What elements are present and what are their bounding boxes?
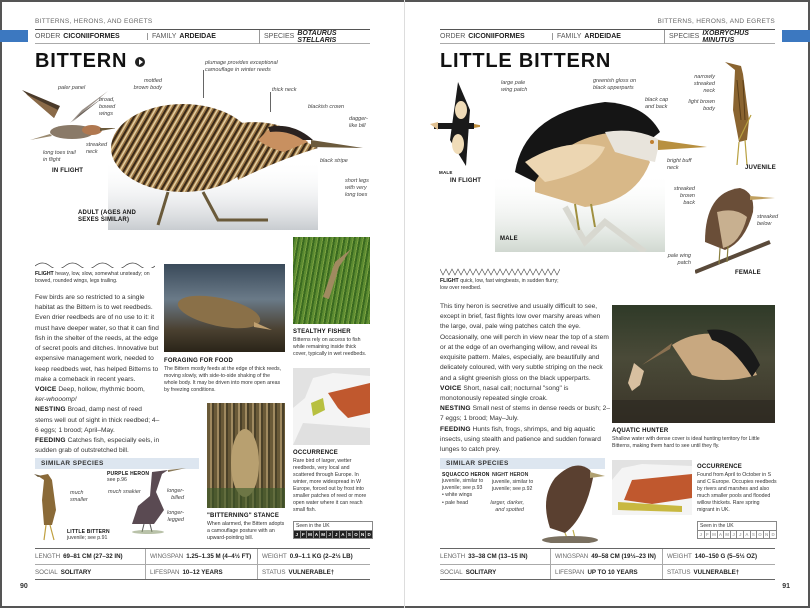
length-value: 69–81 CM (27–32 IN) xyxy=(63,553,123,560)
lifespan-label: LIFESPAN xyxy=(150,568,180,576)
seen-in-uk-calendar xyxy=(293,521,373,539)
label-streaked-neck: streaked neck xyxy=(86,142,108,155)
section-tab xyxy=(0,30,28,42)
species-title xyxy=(35,50,145,73)
stats-row xyxy=(440,564,775,579)
order-value: CICONIIFORMES xyxy=(468,33,525,40)
stats-row xyxy=(35,549,370,564)
label-streaked-brown-back: streaked brown back xyxy=(673,186,695,206)
label-large-pale: large pale wing patch xyxy=(501,80,528,93)
squacco-bullet-2: • pale head xyxy=(442,500,469,506)
month-jun: J xyxy=(327,531,334,538)
lifespan-value: 10–12 YEARS xyxy=(182,568,223,576)
nesting-text: Broad, damp nest of reed stems well out of sight in thick reedbed; 4–6 eggs; 1 brood; April–May. xyxy=(35,406,160,434)
voice-text: Deep, hollow, rhythmic boom, xyxy=(58,385,145,393)
seen-title: Seen in the UK xyxy=(697,521,777,531)
foraging-title: FORAGING FOR FOOD xyxy=(164,358,234,364)
species-description xyxy=(440,302,610,455)
label-black-stripe: black stripe xyxy=(320,158,348,164)
nesting-text: Small nest of stems in dense reeds or bush; 2–7 eggs; 1 brood; May–July. xyxy=(440,405,611,423)
label-larger-darker: larger, darker, and spotted xyxy=(490,500,524,513)
flight-description xyxy=(35,271,160,285)
month-jan: J xyxy=(294,531,301,538)
occurrence-text: Rare bird of larger, wetter reedbeds, very local and scattered through Europe. In winter, more widespread in W Europe, forced out by frost into smaller patches of reed or more open water where it can reach small fish. xyxy=(293,458,367,514)
label-dagger-bill: dagger-like bill xyxy=(349,116,368,129)
species-value: IXOBRYCHUS MINUTUS xyxy=(702,29,749,44)
weight-label: WEIGHT xyxy=(262,553,287,560)
flight-pattern-icon xyxy=(440,268,560,276)
month-sep: S xyxy=(751,531,758,538)
similar-species-heading: SIMILAR SPECIES xyxy=(440,458,605,469)
male-caption: MALE xyxy=(500,236,518,242)
lifespan-value: UP TO 10 YEARS xyxy=(587,568,638,576)
seen-in-uk-calendar xyxy=(697,521,777,539)
order-value: CICONIIFORMES xyxy=(63,33,120,40)
social-value: SOLITARY xyxy=(60,568,92,576)
family-label: FAMILY xyxy=(557,33,582,40)
stealthy-fisher-photo xyxy=(293,237,370,324)
month-mar: M xyxy=(308,532,312,537)
occurrence-text: Found from April to October in S and C Europe. Occupies reedbeds by rivers and marshes and also much smaller pools and flooded willow thickets. Rare spring migrant in UK. xyxy=(697,472,777,514)
stance-title: "BITTERNING" STANCE xyxy=(207,513,280,519)
stealthy-title: STEALTHY FISHER xyxy=(293,329,351,335)
squacco-bullet-1: • white wings xyxy=(442,492,473,498)
status-label: STATUS xyxy=(262,568,286,576)
occurrence-title: OCCURRENCE xyxy=(293,450,339,456)
month-jan: J xyxy=(698,531,705,538)
family-value: ARDEIDAE xyxy=(584,33,621,40)
label-much-snakier: much snakier xyxy=(108,489,141,495)
species-label: SPECIES xyxy=(264,33,295,40)
nesting-label: NESTING xyxy=(440,405,471,413)
label-much-smaller: much smaller xyxy=(70,490,88,503)
feeding-label: FEEDING xyxy=(440,425,471,433)
species-title xyxy=(440,50,611,73)
label-longer-billed: longer-billed xyxy=(166,488,184,501)
night-heron-text xyxy=(492,472,540,493)
in-flight-caption: IN FLIGHT xyxy=(52,168,84,174)
label-light-brown: light brown body xyxy=(688,99,715,112)
occurrence-title: OCCURRENCE xyxy=(697,464,743,470)
species-value: BOTAURUS STELLARIS xyxy=(297,29,337,44)
occurrence-map xyxy=(293,368,370,445)
stealthy-text: Bitterns rely on access to fish while remaining inside thick cover, typically in wet reedbeds. xyxy=(293,337,367,358)
flight-label: FLIGHT xyxy=(35,271,54,277)
wingspan-value: 49–58 CM (19½–23 IN) xyxy=(591,553,656,560)
wingspan-label: WINGSPAN xyxy=(150,553,184,560)
night-heron-juvenile-illustration xyxy=(535,458,605,543)
month-jun: J xyxy=(731,531,738,538)
label-long-toes: long toes trail in flight xyxy=(43,150,76,163)
label-short-legs: short legs with very long toes xyxy=(345,178,369,198)
wingspan-value: 1.25–1.35 M (4–4½ FT) xyxy=(186,553,252,560)
flight-text: quick, low, fast wingbeats, in sudden flurry; low over reedbed. xyxy=(440,278,559,292)
month-dec: D xyxy=(771,532,775,537)
male-small-caption: MALE xyxy=(439,170,453,175)
stats-row xyxy=(440,549,775,564)
label-paler-panel: paler panel xyxy=(58,85,86,91)
speaker-icon[interactable] xyxy=(135,57,145,67)
squacco-ref: juvenile, similar to juvenile; see p.93 xyxy=(442,478,484,492)
length-label: LENGTH xyxy=(440,553,466,560)
title-text: LITTLE BITTERN xyxy=(440,50,612,72)
weight-value: 0.9–1.1 KG (2–2½ LB) xyxy=(289,553,353,560)
little-bittern-flight-illustration xyxy=(430,80,480,170)
in-flight-caption: IN FLIGHT xyxy=(450,178,482,184)
purple-heron-ref: see p.96 xyxy=(107,477,127,483)
species-description xyxy=(35,293,160,457)
voice-call: ker-whooomp! xyxy=(35,396,77,404)
order-label: ORDER xyxy=(440,33,466,40)
taxonomy-bar xyxy=(440,29,775,44)
aquatic-text: Shallow water with dense cover is ideal hunting territory for Little Bitterns, making them hard to see until they fly. xyxy=(612,436,760,450)
running-head: BITTERNS, HERONS, AND EGRETS xyxy=(35,18,153,25)
taxonomy-bar xyxy=(35,29,370,44)
month-nov: N xyxy=(764,531,771,538)
label-narrowly-streaked: narrowly streaked neck xyxy=(693,74,715,94)
little-bittern-name: LITTLE BITTERN xyxy=(67,529,110,535)
night-heron-ref: juvenile, similar to juvenile; see p.92 xyxy=(492,479,534,493)
stats-row xyxy=(35,564,370,579)
length-label: LENGTH xyxy=(35,553,61,560)
month-aug: A xyxy=(340,531,347,538)
similar-species-heading: SIMILAR SPECIES xyxy=(35,458,199,469)
label-bright-buff: bright buff neck xyxy=(667,158,692,171)
month-nov: N xyxy=(360,531,367,538)
adult-caption: ADULT (AGES AND SEXES SIMILAR) xyxy=(78,210,136,224)
family-value: ARDEIDAE xyxy=(179,33,216,40)
section-tab xyxy=(782,30,810,42)
month-dec: D xyxy=(367,532,371,537)
page-number: 91 xyxy=(782,583,790,590)
feeding-text: Hunts fish, frogs, shrimps, and big aquatic insects, using stealth and patience and sudden forward lunges to catch prey. xyxy=(440,425,601,454)
month-aug: A xyxy=(744,531,751,538)
label-longer-legged: longer-legged xyxy=(166,510,184,523)
voice-text: Short, nasal call; nocturnal "song" is monotonously repeated single croak. xyxy=(440,384,569,402)
voice-label: VOICE xyxy=(35,385,57,393)
title-text: BITTERN xyxy=(35,50,128,72)
month-feb: F xyxy=(301,531,308,538)
running-head: BITTERNS, HERONS, AND EGRETS xyxy=(657,18,775,25)
stance-text: When alarmed, the Bittern adopts a camouflage posture with an upward-pointing bill. xyxy=(207,521,285,542)
nesting-label: NESTING xyxy=(35,406,66,414)
social-label: SOCIAL xyxy=(440,568,463,576)
status-value: VULNERABLE† xyxy=(288,568,335,576)
social-value: SOLITARY xyxy=(465,568,497,576)
juvenile-caption: JUVENILE xyxy=(745,165,776,171)
label-pale-wing-patch: pale wing patch xyxy=(667,253,691,266)
month-mar: M xyxy=(712,532,716,537)
flight-text: heavy, low, slow, somewhat unsteady; on bowed, rounded wings, legs trailing. xyxy=(35,271,150,285)
label-thick-neck: thick neck xyxy=(272,87,297,93)
lifespan-label: LIFESPAN xyxy=(555,568,585,576)
month-apr: A xyxy=(314,531,321,538)
weight-value: 140–150 G (5–5½ OZ) xyxy=(694,553,758,560)
label-broad-wings: broad, bowed wings xyxy=(99,97,116,117)
order-label: ORDER xyxy=(35,33,61,40)
status-value: VULNERABLE† xyxy=(693,568,740,576)
leader-line xyxy=(270,92,271,112)
page-right xyxy=(405,0,810,608)
leader-line xyxy=(203,70,204,98)
feeding-text: Catches fish, especially eels, in sudden grab of outstretched bill. xyxy=(35,437,160,455)
body-paragraph: Few birds are so restricted to a single habitat as the Bittern is to wet reedbeds. Even drier reedbeds are of no use to it: it must have deeper water, so that it can find fish in the shelter of the reeds, at the edge of secret pools and ditches. Innovative but expensive management work, needed to keep reedbeds wet, has helped Bitterns to make a comeback in recent years. xyxy=(35,294,159,383)
foraging-text: The Bittern mostly feeds at the edge of thick reeds, moving slowly, with side-to-side shaking of the whole body. It may be driven into more open areas by freezing conditions. xyxy=(164,366,282,394)
month-may: M xyxy=(321,532,325,537)
stats-table xyxy=(35,548,370,580)
family-label: FAMILY xyxy=(152,33,177,40)
label-mottled: mottled brown body xyxy=(133,78,162,91)
page-number: 90 xyxy=(20,583,28,590)
month-sep: S xyxy=(347,531,354,538)
flight-description xyxy=(440,278,565,292)
label-blackish-crown: blackish crown xyxy=(308,104,345,110)
feeding-label: FEEDING xyxy=(35,437,66,445)
status-label: STATUS xyxy=(667,568,691,576)
aquatic-title: AQUATIC HUNTER xyxy=(612,428,669,434)
bitterning-stance-photo xyxy=(207,403,285,508)
month-jul: J xyxy=(737,531,744,538)
label-black-cap: black cap and back xyxy=(645,97,669,110)
flight-pattern-icon xyxy=(35,260,155,268)
weight-label: WEIGHT xyxy=(667,553,692,560)
occurrence-map xyxy=(612,460,692,515)
female-caption: FEMALE xyxy=(735,270,761,276)
wingspan-label: WINGSPAN xyxy=(555,553,589,560)
label-greenish-gloss: greenish gloss on black upperparts xyxy=(593,78,637,91)
little-bittern-juvenile-illustration xyxy=(34,470,64,542)
foraging-photo xyxy=(164,264,285,352)
month-apr: A xyxy=(718,531,725,538)
social-label: SOCIAL xyxy=(35,568,58,576)
night-heron-name: NIGHT HERON xyxy=(492,472,529,478)
month-may: M xyxy=(725,532,729,537)
voice-label: VOICE xyxy=(440,384,462,392)
body-paragraph: This tiny heron is secretive and usually difficult to see, except in brief, fast flights low over marshy areas when the large, oval, pale wing patches catch the eye. Occasionally, one will perch in view near the top of a stem or at the edge of an overhanging willow, and reveal its exquisite pattern. Males, especially, are beautifully and delicately coloured, with very subtle striping on the neck and a slight greenish gloss on the black upperparts. xyxy=(440,303,609,382)
stats-table xyxy=(440,548,775,580)
little-bittern-juvenile-illustration xyxy=(723,60,763,175)
little-bittern-female-illustration xyxy=(695,182,775,277)
little-bittern-ref: juvenile; see p.91 xyxy=(67,535,108,541)
month-strip xyxy=(293,531,373,539)
label-plumage: plumage provides exceptional camouflage in winter reeds xyxy=(205,60,278,73)
purple-heron-name: PURPLE HERON xyxy=(107,471,150,477)
month-jul: J xyxy=(333,531,340,538)
little-bittern-male-illustration xyxy=(495,92,710,252)
species-label: SPECIES xyxy=(669,33,700,40)
length-value: 33–38 CM (13–15 IN) xyxy=(468,553,528,560)
month-strip xyxy=(697,531,777,539)
flight-label: FLIGHT xyxy=(440,278,459,284)
squacco-name: SQUACCO HERON xyxy=(442,472,490,478)
month-feb: F xyxy=(705,531,712,538)
seen-title: Seen in the UK xyxy=(293,521,373,531)
month-oct: O xyxy=(757,531,764,538)
label-streaked-below: streaked below xyxy=(757,214,779,227)
aquatic-hunter-photo xyxy=(612,305,775,423)
month-oct: O xyxy=(353,531,360,538)
